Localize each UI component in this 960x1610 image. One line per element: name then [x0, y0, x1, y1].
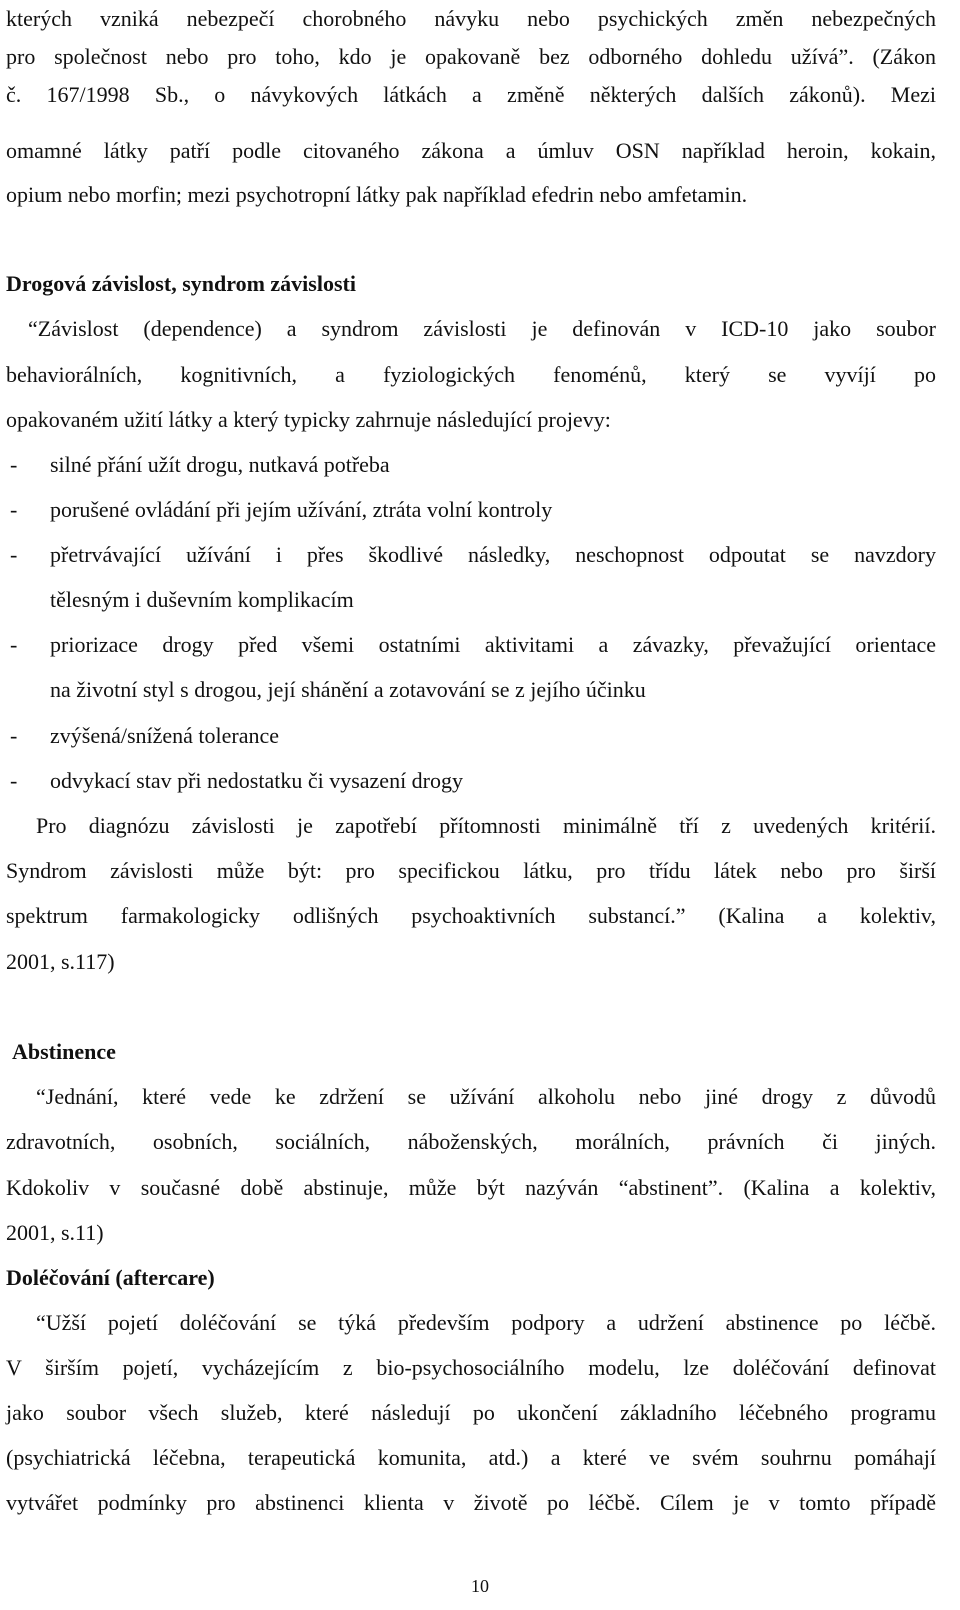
paragraph-line: spektrum farmakologicky odlišných psychoaktivních substancí.” (Kalina a kolektiv,	[6, 903, 936, 928]
bullet-dash: -	[10, 723, 18, 748]
list-item-text: přetrvávající užívání i přes škodlivé následky, neschopnost odpoutat se navzdory	[50, 542, 936, 567]
paragraph-line: Kdokoliv v současné době abstinuje, může být nazýván “abstinent”. (Kalina a kolektiv,	[6, 1175, 936, 1200]
paragraph-line: V širším pojetí, vycházejícím z bio-psychosociálního modelu, lze doléčování definovat	[6, 1355, 936, 1380]
list-item-text: na životní styl s drogou, její shánění a zotavování se z jejího účinku	[50, 677, 646, 702]
page-number: 10	[471, 1576, 489, 1596]
bullet-dash: -	[10, 452, 18, 477]
bullet-dash: -	[10, 542, 18, 567]
list-item-text: priorizace drogy před všemi ostatními aktivitami a závazky, převažující orientace	[50, 632, 936, 657]
bullet-dash: -	[10, 497, 18, 522]
paragraph-line: Syndrom závislosti může být: pro specifickou látku, pro třídu látek nebo pro širší	[6, 858, 936, 883]
bullet-dash: -	[10, 768, 18, 793]
paragraph-line: 2001, s.11)	[6, 1220, 104, 1245]
list-item	[6, 720, 936, 752]
paragraph-line: 2001, s.117)	[6, 949, 115, 974]
paragraph-line: vytvářet podmínky pro abstinenci klienta v životě po léčbě. Cílem je v tomto případě	[6, 1490, 936, 1515]
intro-line: opium nebo morfin; mezi psychotropní látky pak například efedrin nebo amfetamin.	[6, 182, 748, 207]
section-heading-abstinence: Abstinence	[12, 1039, 116, 1064]
paragraph-line: “Závislost (dependence) a syndrom závislosti je definován v ICD-10 jako soubor	[28, 316, 936, 341]
paragraph-line: (psychiatrická léčebna, terapeutická komunita, atd.) a které ve svém souhrnu pomáhají	[6, 1445, 936, 1470]
list-item	[6, 449, 936, 481]
list-item-text: porušené ovládání při jejím užívání, ztráta volní kontroly	[50, 497, 553, 522]
section-heading-aftercare: Doléčování (aftercare)	[6, 1265, 215, 1290]
paragraph-line: behaviorálních, kognitivních, a fyziologických fenoménů, který se vyvíjí po	[6, 362, 936, 387]
bullet-dash: -	[10, 632, 18, 657]
intro-line: pro společnost nebo pro toho, kdo je opakovaně bez odborného dohledu užívá”. (Zákon	[6, 44, 936, 69]
list-item	[6, 765, 936, 797]
paragraph-line: “Jednání, které vede ke zdržení se užívání alkoholu nebo jiné drogy z důvodů	[36, 1084, 936, 1109]
list-item-continuation	[6, 584, 936, 616]
list-item-text: odvykací stav při nedostatku či vysazení drogy	[50, 768, 464, 793]
list-item	[6, 629, 936, 661]
paragraph-line: opakovaném užití látky a který typicky zahrnuje následující projevy:	[6, 407, 611, 432]
paragraph-line: zdravotních, osobních, sociálních, náboženských, morálních, právních či jiných.	[6, 1129, 936, 1154]
paragraph-line: Pro diagnózu závislosti je zapotřebí přítomnosti minimálně tří z uvedených kritérií.	[36, 813, 936, 838]
list-item-text: silné přání užít drogu, nutkavá potřeba	[50, 452, 390, 477]
intro-line: omamné látky patří podle citovaného zákona a úmluv OSN například heroin, kokain,	[6, 138, 936, 163]
section-heading-dependence: Drogová závislost, syndrom závislosti	[6, 271, 356, 296]
intro-line: č. 167/1998 Sb., o návykových látkách a změně některých dalších zákonů). Mezi	[6, 82, 936, 107]
paragraph-line: “Užší pojetí doléčování se týká především podpory a udržení abstinence po léčbě.	[36, 1310, 936, 1335]
intro-line: kterých vzniká nebezpečí chorobného návyku nebo psychických změn nebezpečných	[6, 6, 936, 31]
list-item-text: zvýšená/snížená tolerance	[50, 723, 280, 748]
list-item-text: tělesným i duševním komplikacím	[50, 587, 354, 612]
list-item	[6, 539, 936, 571]
list-item	[6, 494, 936, 526]
paragraph-line: jako soubor všech služeb, které následují po ukončení základního léčebného programu	[6, 1400, 936, 1425]
list-item-continuation	[6, 674, 936, 706]
